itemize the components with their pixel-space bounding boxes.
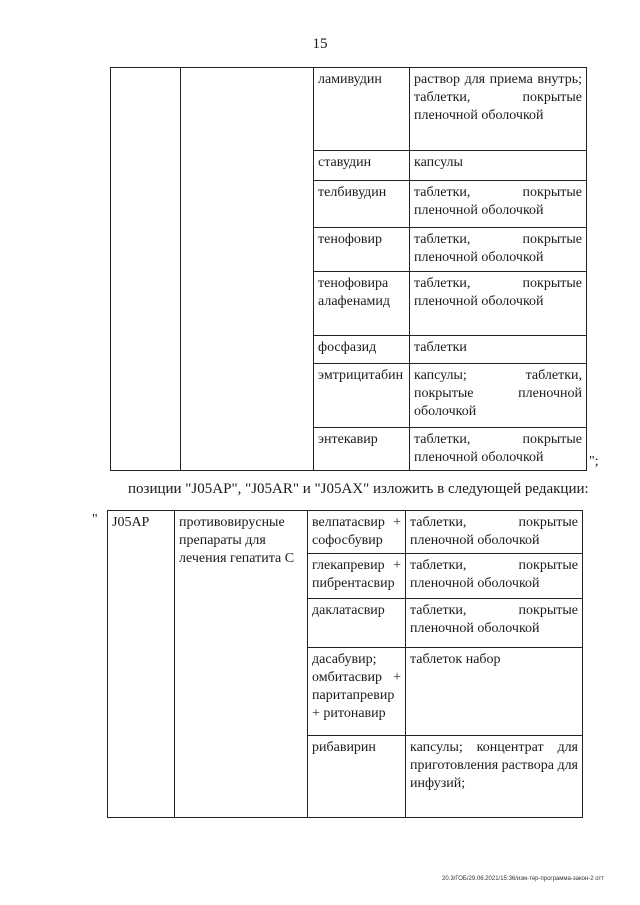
drug-table-new-version <box>107 510 583 818</box>
drug-name-cell: тенофовира алафенамид <box>314 272 410 336</box>
dosage-form-cell: капсулы <box>410 151 587 181</box>
atc-code-cell: J05AP <box>108 511 175 818</box>
dosage-form-cell: таблетки, покрытые пленочной оболочкой <box>410 428 587 471</box>
dosage-form-cell: таблеток набор <box>406 648 583 736</box>
drug-name-cell: эмтрицитабин <box>314 364 410 428</box>
drug-name-cell: энтекавир <box>314 428 410 471</box>
dosage-form-cell: капсулы; концентрат для приготовления раствора для инфузий; <box>406 736 583 818</box>
dosage-form-cell: таблетки <box>410 336 587 364</box>
dosage-form-cell: таблетки, покрытые пленочной оболочкой <box>406 511 583 554</box>
dosage-form-cell: таблетки, покрытые пленочной оболочкой <box>406 599 583 648</box>
code-cell <box>111 68 181 471</box>
drug-name-cell: дасабувир; омбитасвир + паритапревир + ритонавир <box>308 648 406 736</box>
drug-name-cell: телбивудин <box>314 181 410 228</box>
drug-name-cell: ставудин <box>314 151 410 181</box>
amendment-intro-text: позиции "J05AP", "J05AR" и "J05AX" изложить в следующей редакции: <box>128 481 589 497</box>
drug-name-cell: фосфазид <box>314 336 410 364</box>
dosage-form-cell: таблетки, покрытые пленочной оболочкой <box>410 272 587 336</box>
dosage-form-cell: капсулы; таблетки, покрытые пленочной оболочкой <box>410 364 587 428</box>
page-number: 15 <box>312 36 328 52</box>
document-footer-stamp: 20.3/ГОБ/29.06.2021/15:36/изм-тер-программа-закон-2 отт <box>442 876 604 882</box>
closing-quote: "; <box>589 454 599 469</box>
dosage-form-cell: таблетки, покрытые пленочной оболочкой <box>406 554 583 599</box>
drug-name-cell: ламивудин <box>314 68 410 151</box>
opening-quote: " <box>92 512 98 527</box>
drug-table-continuation <box>110 67 587 471</box>
drug-name-cell: даклатасвир <box>308 599 406 648</box>
drug-name-cell: рибавирин <box>308 736 406 818</box>
dosage-form-cell: таблетки, покрытые пленочной оболочкой <box>410 228 587 272</box>
therapeutic-group-cell: противовирусные препараты для лечения гепатита C <box>175 511 308 818</box>
group-cell <box>181 68 314 471</box>
dosage-form-cell: раствор для приема внутрь; таблетки, покрытые пленочной оболочкой <box>410 68 587 151</box>
drug-name-cell: велпатасвир + софосбувир <box>308 511 406 554</box>
dosage-form-cell: таблетки, покрытые пленочной оболочкой <box>410 181 587 228</box>
drug-name-cell: тенофовир <box>314 228 410 272</box>
drug-name-cell: глекапревир + пибрентасвир <box>308 554 406 599</box>
